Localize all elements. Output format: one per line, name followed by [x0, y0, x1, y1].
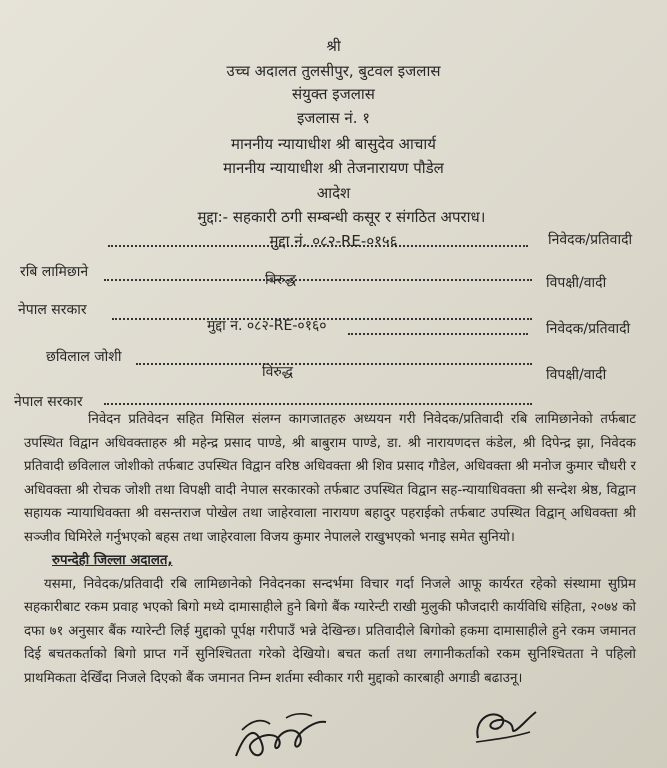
- respondent-role-2: विपक्षी/वादी: [546, 367, 607, 383]
- judge-signature-left: [226, 700, 336, 766]
- case-number-1: मुद्दा नं. ०८२-RE-०१५६: [269, 232, 398, 250]
- judge-signature-right: [470, 702, 540, 746]
- dotted-line: [104, 279, 532, 281]
- respondent-name-2: नेपाल सरकार: [14, 394, 83, 410]
- applicant-role-2: निवेदक/प्रतिवादी: [546, 321, 631, 337]
- respondent-name-1: नेपाल सरकार: [18, 302, 87, 318]
- paragraph-decision: यसमा, निवेदक/प्रतिवादी रबि लामिछानेको निवेदनका सन्दर्भमा विचार गर्दा निजले आफू कार्यरत रहेको संस्थामा सुप्रिम सहकारीबाट रकम प्रवाह भएको बिगो मध्ये दामासाहीले हुने बिगो बैंक ग्यारेन्टी राखी मुलुकी फौजदारी कार्यविधि संहिता, २०७४ को दफा ७१ अनुसार बैंक ग्यारेन्टी लिई मुद्दाको पूर्पक्ष गरीपाउँ भन्ने देखिन्छ। प्रतिवादीले बिगोको हकमा दामासाहीले हुने रकम जमानत दिई बचतकर्ताको बिगो प्राप्त गर्ने सुनिश्चितता गरेको देखियो। बचत कर्ता तथा लगानीकर्ताको रकम सुनिश्चितता ने पहिलो प्राथमिकता देखिँदा निजले दिएको बैंक जमानत निम्न शर्तमा स्वीकार गरी मुद्दाको कारबाही अगाडी बढाउनू।: [24, 576, 636, 686]
- dotted-line: [104, 403, 532, 405]
- lower-court-heading: रुपन्देही जिल्ला अदालत,: [52, 553, 173, 568]
- judge-one: माननीय न्यायाधीश श्री बासुदेव आचार्य: [231, 135, 436, 153]
- applicant-role-1: निवेदक/प्रतिवादी: [548, 232, 633, 248]
- dotted-line: [108, 245, 528, 247]
- versus-2: विरुद्ध: [262, 364, 293, 380]
- court-name: उच्च अदालत तुलसीपुर, बुटवल इजलास: [226, 62, 441, 80]
- applicant-name-1: रबि लामिछाने: [20, 264, 89, 280]
- judge-two: माननीय न्यायाधीश श्री तेजनारायण पौडेल: [223, 159, 444, 177]
- applicant-name-2: छविलाल जोशी: [46, 349, 122, 365]
- order-title: आदेश: [316, 184, 351, 202]
- case-subject: मुद्दा:- सहकारी ठगी सम्बन्धी कसूर र संगठित अपराध।: [197, 208, 486, 226]
- case-number-2: मुद्दा नं. ०८२-RE-०१६०: [207, 318, 327, 334]
- versus-1: विरुद्ध: [265, 272, 296, 288]
- dotted-line: [348, 333, 528, 335]
- dotted-line: [136, 363, 532, 365]
- header-shree: श्री: [326, 37, 341, 55]
- paragraph-hearing: निवेदन प्रतिवेदन सहित मिसिल संलग्न कागजातहरु अध्ययन गरी निवेदक/प्रतिवादी रबि लामिछानेको तर्फबाट उपस्थित विद्वान अधिवक्ताहरु श्री महेन्द्र प्रसाद पाण्डे, श्री बाबुराम पाण्डे, डा. श्री नारायणदत्त कंडेल, श्री दिपेन्द्र झा, निवेदक प्रतिवादी छविलाल जोशीको तर्फबाट उपस्थित विद्वान वरिष्ठ अधिवक्ता श्री शिव प्रसाद गौडेल, अधिवक्ता श्री मनोज कुमार चौधरी र अधिवक्ता श्री रोचक जोशी तथा विपक्षी वादी नेपाल सरकारको तर्फबाट उपस्थित विद्वान सह-न्यायाधिवक्ता श्री सन्देश श्रेष्ठ, विद्वान सहायक न्यायाधिवक्ता श्री वसन्तराज पोखेल तथा जाहेरवाला नारायण बहादुर पहराईको तर्फबाट उपस्थित विद्वान् अधिवक्ता श्री सञ्जीव घिमिरेले गर्नुभएको बहस तथा जाहेरवाला विजय कुमार नेपालले राखुभएको भनाइ समेत सुनियो।: [24, 412, 636, 545]
- order-body: [24, 408, 636, 690]
- bench-type: संयुक्त इजलास: [292, 85, 375, 103]
- bench-number: इजलास नं. १: [296, 109, 371, 127]
- respondent-role-1: विपक्षी/वादी: [546, 275, 607, 291]
